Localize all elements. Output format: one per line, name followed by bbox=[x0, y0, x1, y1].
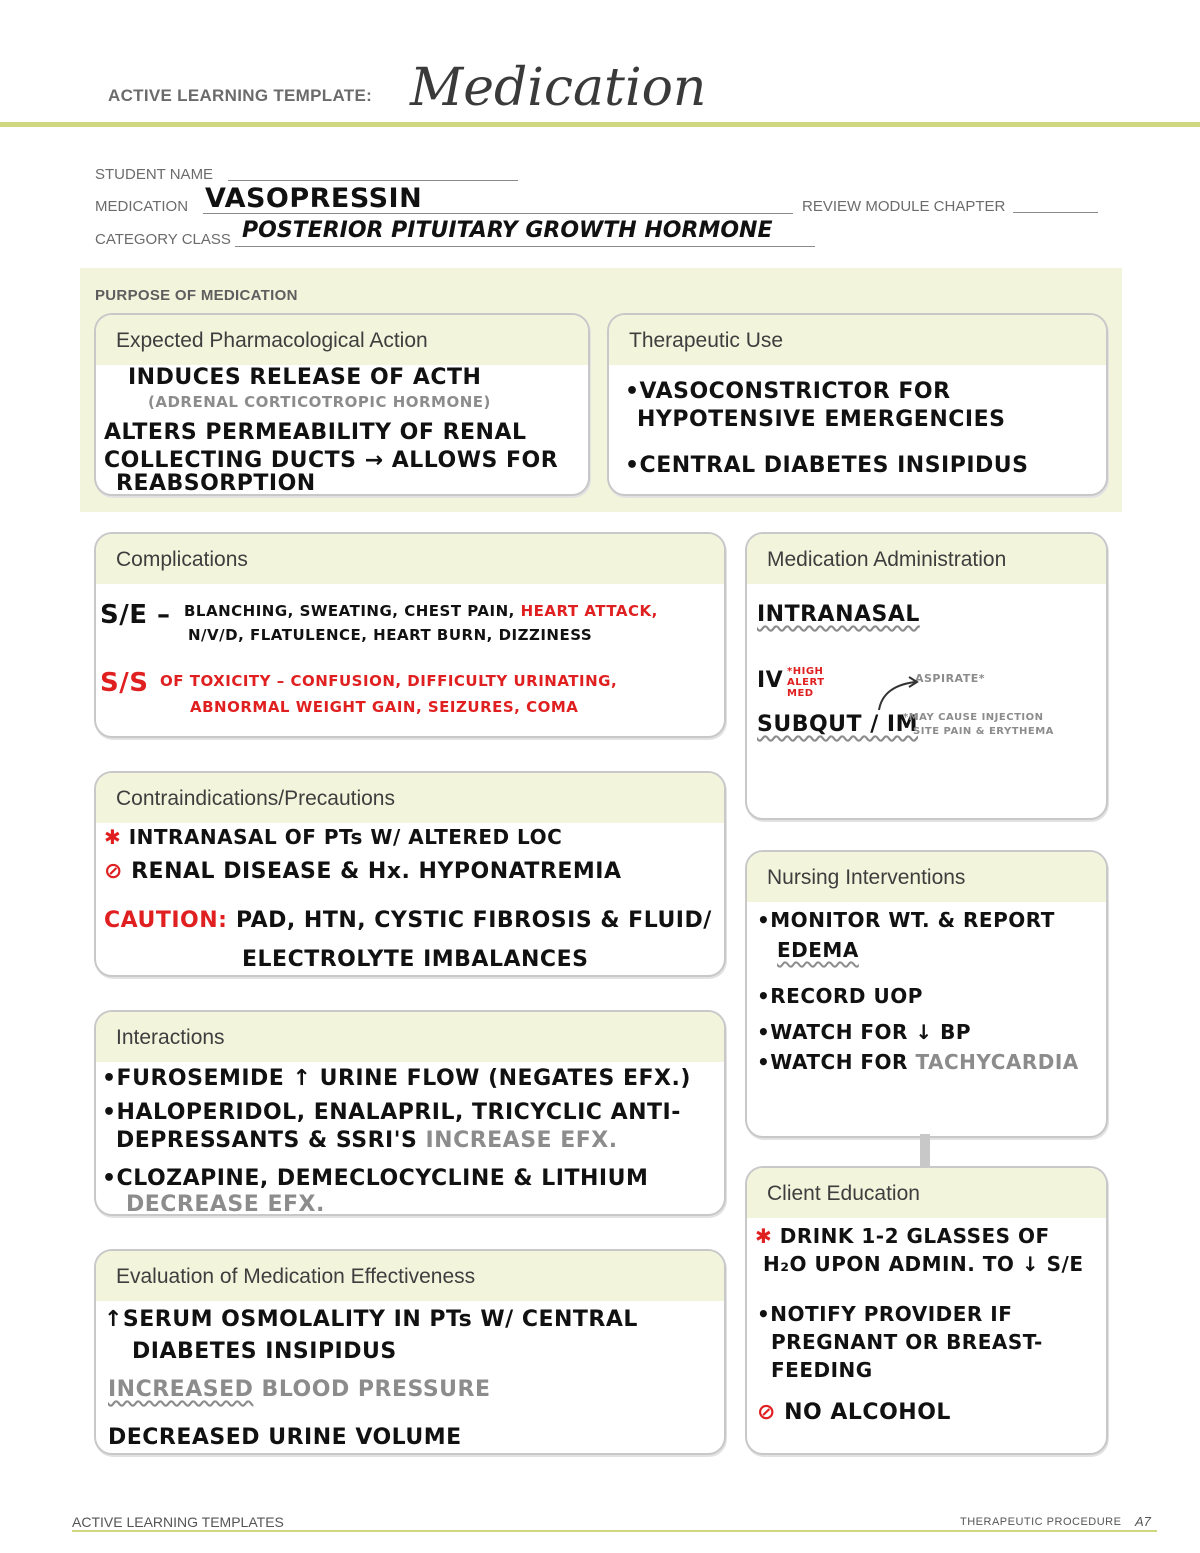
category-class-label: CATEGORY CLASS bbox=[95, 231, 231, 248]
interaction-line: DEPRESSANTS & SSRI'S INCREASE EFX. bbox=[116, 1128, 618, 1153]
subq-note: SITE PAIN & ERYTHEMA bbox=[913, 726, 1054, 737]
review-module-label: REVIEW MODULE CHAPTER bbox=[802, 198, 1006, 215]
medication-value: VASOPRESSIN bbox=[205, 183, 423, 214]
student-name-label: STUDENT NAME bbox=[95, 166, 214, 183]
template-label: ACTIVE LEARNING TEMPLATE: bbox=[108, 86, 373, 105]
administration-title: Medication Administration bbox=[747, 534, 1106, 584]
therapeutic-use-box bbox=[607, 313, 1108, 496]
expected-action-line: COLLECTING DUCTS → ALLOWS FOR bbox=[104, 448, 559, 473]
contraindications-box bbox=[94, 771, 726, 977]
contraindication-line: ✱ INTRANASAL OF PTs W/ ALTERED LOC bbox=[104, 825, 563, 849]
education-line: PREGNANT OR BREAST- bbox=[771, 1330, 1043, 1354]
nursing-line: •WATCH FOR TACHYCARDIA bbox=[757, 1050, 1079, 1074]
expected-action-box bbox=[94, 313, 590, 496]
subq-note: *MAY CAUSE INJECTION bbox=[903, 712, 1044, 723]
high-alert-note: *HIGH ALERT MED bbox=[787, 666, 825, 699]
contraindications-title: Contraindications/Precautions bbox=[96, 773, 724, 823]
caution-label: CAUTION: bbox=[104, 908, 228, 933]
expected-action-title: Expected Pharmacological Action bbox=[96, 315, 588, 365]
footer-right: THERAPEUTIC PROCEDURE bbox=[960, 1516, 1122, 1528]
interaction-line: DECREASE EFX. bbox=[126, 1192, 325, 1216]
toxicity-line: ABNORMAL WEIGHT GAIN, SEIZURES, COMA bbox=[190, 698, 579, 716]
education-line: H₂O UPON ADMIN. TO ↓ S/E bbox=[763, 1252, 1084, 1276]
administration-box bbox=[745, 532, 1108, 820]
expected-action-line: (ADRENAL CORTICOTROPIC HORMONE) bbox=[148, 393, 491, 411]
nursing-title: Nursing Interventions bbox=[747, 852, 1106, 902]
no-icon: ⊘ bbox=[757, 1400, 776, 1425]
education-title: Client Education bbox=[747, 1168, 1106, 1218]
evaluation-line: ↑SERUM OSMOLALITY IN PTs W/ CENTRAL bbox=[104, 1307, 638, 1332]
interactions-box bbox=[94, 1010, 726, 1216]
complications-box bbox=[94, 532, 726, 738]
nursing-line: •MONITOR WT. & REPORT bbox=[757, 908, 1055, 932]
toxicity-line: OF TOXICITY – CONFUSION, DIFFICULTY URINATING, bbox=[160, 672, 618, 690]
education-box bbox=[745, 1166, 1108, 1455]
complications-title: Complications bbox=[96, 534, 724, 584]
connector bbox=[920, 1134, 930, 1166]
page-title: Medication bbox=[410, 58, 707, 118]
education-line: •NOTIFY PROVIDER IF bbox=[757, 1302, 1013, 1326]
expected-action-line: INDUCES RELEASE OF ACTH bbox=[128, 365, 482, 390]
interaction-line: •CLOZAPINE, DEMECLOCYCLINE & LITHIUM bbox=[102, 1166, 649, 1191]
category-class-field[interactable] bbox=[235, 245, 815, 247]
arrow-icon bbox=[875, 676, 921, 712]
evaluation-box bbox=[94, 1249, 726, 1455]
caution-line: PAD, HTN, CYSTIC FIBROSIS & FLUID/ bbox=[236, 908, 712, 933]
footer-rule bbox=[72, 1530, 1157, 1532]
interaction-line: •HALOPERIDOL, ENALAPRIL, TRICYCLIC ANTI- bbox=[102, 1100, 681, 1125]
education-line: FEEDING bbox=[771, 1358, 873, 1382]
caution-line: ELECTROLYTE IMBALANCES bbox=[242, 947, 589, 972]
medication-label: MEDICATION bbox=[95, 198, 189, 215]
nursing-line: EDEMA bbox=[777, 938, 859, 962]
therapeutic-use-line: •CENTRAL DIABETES INSIPIDUS bbox=[625, 453, 1029, 478]
evaluation-line: INCREASED BLOOD PRESSURE bbox=[108, 1377, 491, 1402]
page-number: A7 bbox=[1135, 1514, 1151, 1529]
route-iv: IV bbox=[757, 668, 784, 693]
nursing-line: •RECORD UOP bbox=[757, 984, 923, 1008]
interaction-line: •FUROSEMIDE ↑ URINE FLOW (NEGATES EFX.) bbox=[102, 1066, 691, 1091]
contraindication-line: ⊘ RENAL DISEASE & Hx. HYPONATREMIA bbox=[104, 859, 622, 884]
side-effects-line: BLANCHING, SWEATING, CHEST PAIN, HEART ATTACK, bbox=[184, 602, 658, 620]
expected-action-line: ALTERS PERMEABILITY OF RENAL bbox=[104, 420, 527, 445]
footer-left: ACTIVE LEARNING TEMPLATES bbox=[72, 1514, 284, 1530]
education-line: ✱ DRINK 1-2 GLASSES OF bbox=[755, 1224, 1050, 1248]
side-effects-line: N/V/D, FLATULENCE, HEART BURN, DIZZINESS bbox=[188, 626, 593, 644]
side-effects-label: S/E – bbox=[100, 600, 171, 630]
therapeutic-use-line: •VASOCONSTRICTOR FOR bbox=[625, 379, 951, 404]
evaluation-line: DECREASED URINE VOLUME bbox=[108, 1425, 462, 1450]
category-class-value: POSTERIOR PITUITARY GROWTH HORMONE bbox=[242, 218, 773, 243]
interactions-title: Interactions bbox=[96, 1012, 724, 1062]
toxicity-label: S/S bbox=[100, 668, 149, 698]
evaluation-line: DIABETES INSIPIDUS bbox=[132, 1339, 397, 1364]
purpose-title: PURPOSE OF MEDICATION bbox=[95, 287, 298, 304]
nursing-box bbox=[745, 850, 1108, 1138]
header-rule bbox=[0, 122, 1200, 127]
student-name-field[interactable] bbox=[228, 180, 518, 181]
route-intranasal: INTRANASAL bbox=[757, 602, 920, 627]
route-subq-im: SUBQUT / IM bbox=[757, 712, 918, 737]
evaluation-title: Evaluation of Medication Effectiveness bbox=[96, 1251, 724, 1301]
therapeutic-use-line: HYPOTENSIVE EMERGENCIES bbox=[637, 407, 1006, 432]
nursing-line: •WATCH FOR ↓ BP bbox=[757, 1020, 972, 1044]
expected-action-line: REABSORPTION bbox=[116, 471, 316, 496]
therapeutic-use-title: Therapeutic Use bbox=[609, 315, 1106, 365]
review-module-field[interactable] bbox=[1013, 212, 1098, 213]
aspirate-note: ASPIRATE* bbox=[915, 672, 985, 685]
education-line: ⊘ NO ALCOHOL bbox=[757, 1400, 951, 1425]
